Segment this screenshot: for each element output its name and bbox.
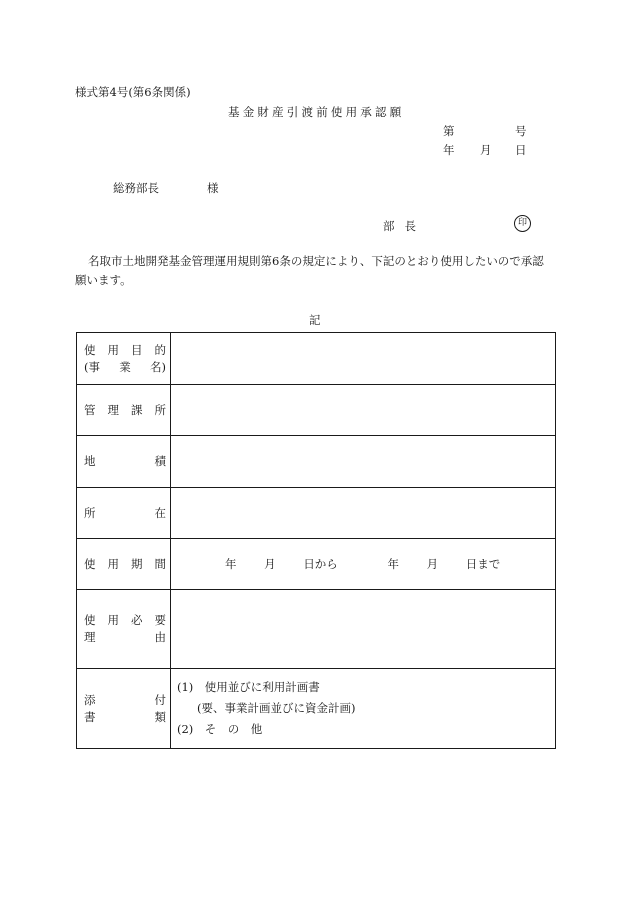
label-char: 理	[107, 402, 119, 417]
location-label	[77, 488, 171, 539]
addressee-honorific: 様	[207, 181, 219, 195]
attachment-item-1: (1) 使用並びに利用計画書	[177, 680, 320, 694]
label-char: 所	[84, 505, 96, 520]
label-char: 目	[131, 342, 143, 357]
reason-value[interactable]	[171, 590, 556, 669]
label-char: 管	[84, 402, 96, 417]
label-char: 書	[84, 709, 96, 724]
date-year-label: 年	[443, 143, 455, 157]
location-value[interactable]	[171, 488, 556, 539]
attachments-label	[77, 669, 171, 749]
attachment-item-2: (2) そ の 他	[177, 722, 263, 736]
label-char: 期	[131, 556, 143, 571]
addressee-name: 総務部長	[113, 181, 159, 195]
ki-heading: 記	[309, 313, 321, 327]
form-number: 様式第4号(第6条関係)	[75, 85, 191, 99]
document-title: 基金財産引渡前使用承認願	[228, 105, 405, 119]
from-day: 日から	[303, 557, 338, 571]
label-char: 類	[154, 709, 166, 724]
label-char: 所	[154, 402, 166, 417]
period-value[interactable]	[171, 539, 556, 590]
table-row	[77, 488, 556, 539]
table-row	[77, 385, 556, 436]
applicant-title: 部長	[383, 219, 426, 233]
document-number-suffix: 号	[515, 124, 527, 138]
label-char: 業	[119, 359, 131, 374]
label-char: 間	[154, 556, 166, 571]
label-char: 使	[84, 342, 96, 357]
to-month: 月	[426, 557, 439, 571]
label-char: 理	[84, 630, 96, 644]
label-char: 課	[131, 402, 143, 417]
label-char: 由	[154, 630, 166, 644]
from-year: 年	[225, 557, 237, 571]
table-row	[77, 436, 556, 488]
table-row	[77, 669, 556, 749]
date-day-label: 日	[515, 143, 527, 157]
label-char: (事	[84, 359, 100, 374]
label-char: 用	[107, 342, 119, 357]
label-char: 使	[84, 556, 96, 571]
label-char: 添	[84, 692, 96, 707]
label-char: 積	[154, 454, 166, 468]
label-char: 名)	[150, 359, 166, 374]
request-text: 名取市土地開発基金管理運用規則第6条の規定により、下記のとおり使用したいので承認願います。	[75, 254, 544, 287]
table-row	[77, 539, 556, 590]
label-char: 要	[154, 613, 166, 627]
area-label	[77, 436, 171, 488]
seal-mark: 印	[514, 215, 531, 232]
label-char: 使	[84, 613, 96, 627]
table-row	[77, 590, 556, 669]
area-value[interactable]	[171, 436, 556, 488]
section-label	[77, 385, 171, 436]
label-char: 用	[107, 556, 119, 571]
label-char: 在	[154, 505, 166, 520]
table-row	[77, 333, 556, 385]
period-label	[77, 539, 171, 590]
label-char: 地	[84, 454, 96, 468]
to-year: 年	[387, 557, 399, 571]
label-char: 的	[154, 342, 166, 357]
attachments-value[interactable]	[171, 669, 556, 749]
purpose-value[interactable]	[171, 333, 556, 385]
document-number-prefix: 第	[443, 124, 455, 138]
date-month-label: 月	[480, 143, 492, 157]
from-month: 月	[264, 557, 276, 571]
section-value[interactable]	[171, 385, 556, 436]
to-day: 日まで	[465, 557, 501, 571]
reason-label	[77, 590, 171, 669]
attachment-item-1-note: (要、事業計画並びに資金計画)	[197, 701, 356, 715]
label-char: 付	[154, 692, 166, 707]
purpose-label	[77, 333, 171, 385]
application-table	[76, 332, 556, 749]
label-char: 必	[131, 613, 143, 627]
label-char: 用	[107, 613, 119, 627]
